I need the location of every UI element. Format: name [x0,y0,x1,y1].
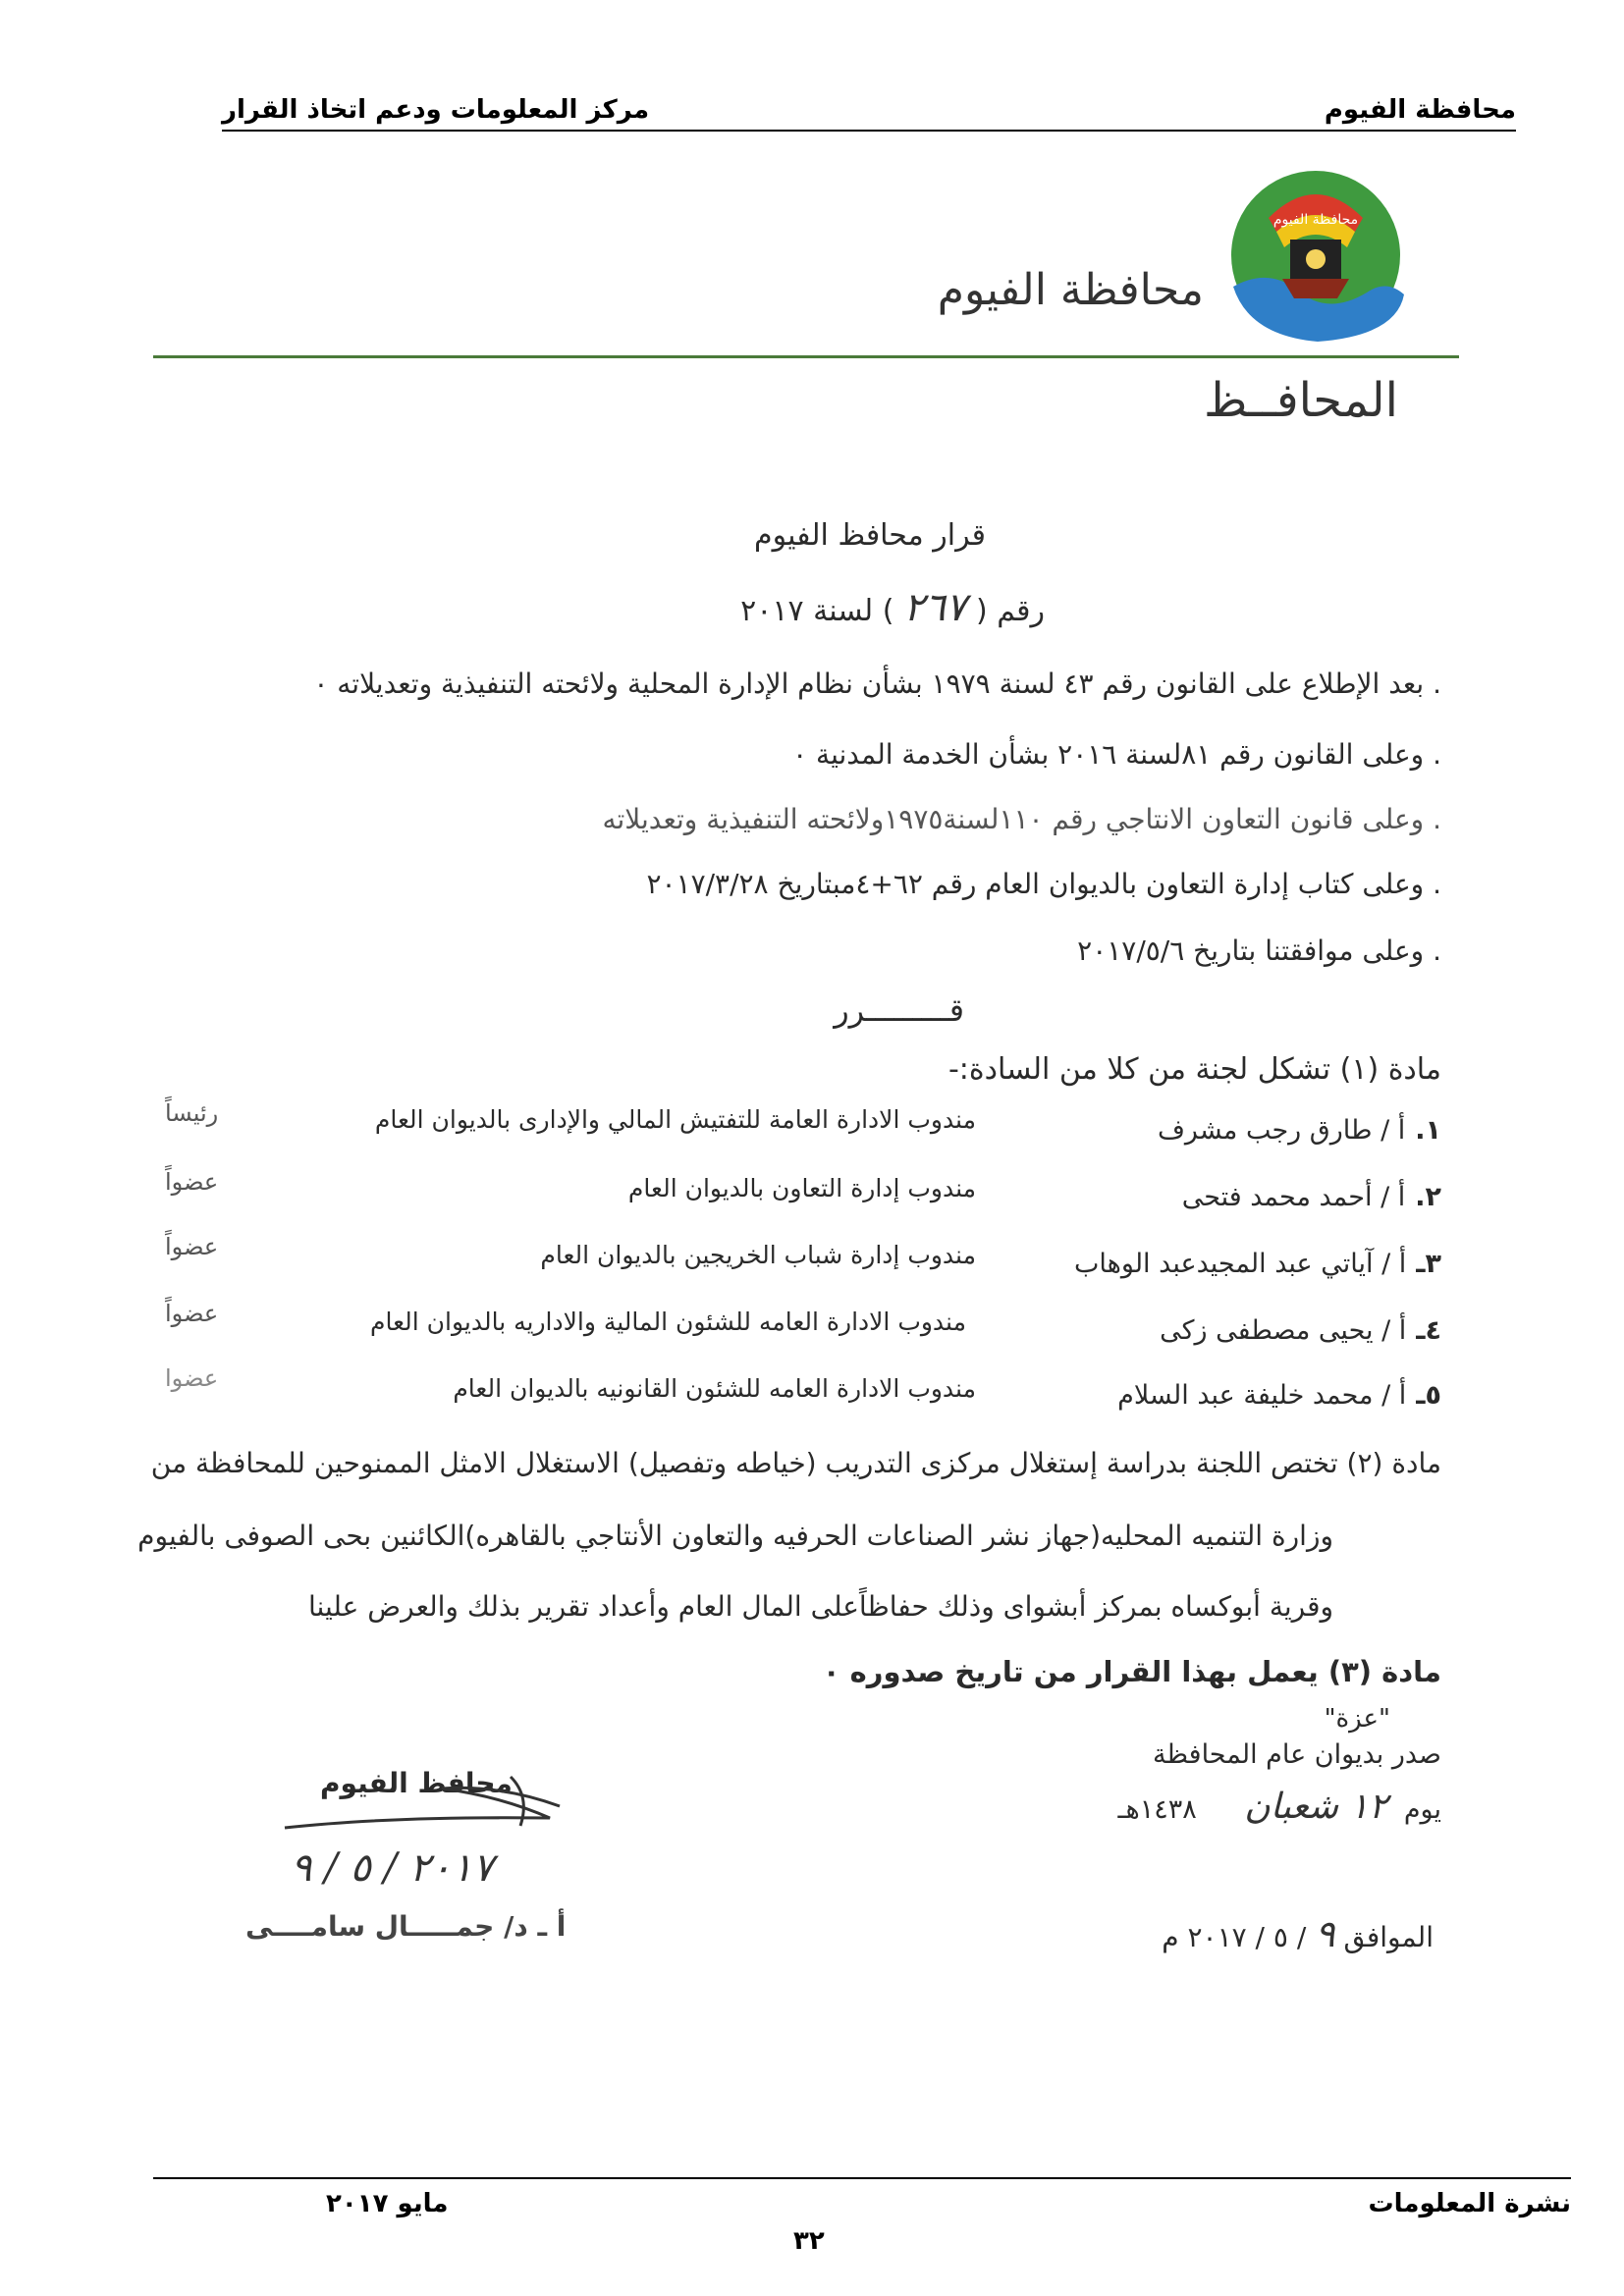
issued-hijri: ١٤٣٨هـ [1117,1794,1197,1825]
issued-day [1118,1787,1441,1827]
member-name: أ / طارق رجب مشرف [1157,1115,1406,1146]
issued-at: صدر بديوان عام المحافظة [1153,1739,1441,1770]
member-description: مندوب إدارة شباب الخريجين بالديوان العام [540,1241,976,1269]
article-2-line-1: مادة (٢) تختص اللجنة بدراسة إستغلال مركزى التدريب (خياطه وتفصيل) الاستغلال الامثل الممنوحين للمحافظة من [150,1447,1441,1479]
agreed-day-hand: ٩ [1315,1912,1335,1955]
footer-publication: نشرة المعلومات [1368,2189,1571,2218]
signature-hand-date: ٢٠١٧ / ٥ / ٩ [291,1845,494,1891]
header-governorate: محافظة الفيوم [1324,95,1516,125]
footer-date: مايو ٢٠١٧ [326,2189,449,2218]
agreed-date [1162,1912,1434,1955]
preamble-line-5: . وعلى موافقتنا بتاريخ ٢٠١٧/٥/٦ [1077,934,1441,967]
member-name: أ / محمد خليفة عبد السلام [1117,1380,1407,1411]
member-name: أ / آياتي عبد المجيدعبد الوهاب [1074,1249,1407,1279]
member-number: ١. [1415,1115,1441,1146]
footer-rule [153,2177,1571,2179]
org-name: محافظة الفيوم [937,265,1204,315]
svg-text:محافظة الفيوم: محافظة الفيوم [1272,212,1359,228]
agreed-date-rest: / ٥ / ٢٠١٧ م [1162,1921,1307,1953]
preamble-line-1: . بعد الإطلاع على القانون رقم ٤٣ لسنة ١٩٧٩ بشأن نظام الإدارة المحلية ولائحته التنفيذية وتعديلاته ٠ [313,667,1441,700]
header-center-name: مركز المعلومات ودعم اتخاذ القرار [222,95,650,125]
article-1-heading: مادة (١) تشكل لجنة من كلا من السادة:- [947,1052,1441,1087]
header-rule [222,130,1516,132]
member-role: عضواً [165,1300,219,1327]
decision-number-hand: ٢٦٧ [902,585,967,630]
member-number: ٢. [1415,1182,1441,1212]
page-number: ٣٢ [793,2226,825,2256]
preamble-line-2: . وعلى القانون رقم ٨١لسنة ٢٠١٦ بشأن الخدمة المدنية ٠ [792,738,1441,771]
member-number: ٣ـ [1416,1249,1441,1279]
agreed-prefix: الموافق [1343,1921,1434,1953]
decision-number-suffix: ) لسنة ٢٠١٧ [740,594,894,628]
article-2-line-2: وزارة التنميه المحليه(جهاز نشر الصناعات الحرفيه والتعاون الأنتاجي بالقاهره)الكائنين بحى الصوفى بالفيوم [137,1520,1333,1552]
member-description: مندوب إدارة التعاون بالديوان العام [627,1174,976,1202]
member-number: ٥ـ [1416,1380,1441,1411]
preamble-line-3: . وعلى قانون التعاون الانتاجي رقم ١١٠لسنة١٩٧٥ولائحته التنفيذية وتعديلاته [602,803,1441,835]
member-description: مندوب الادارة العامه للشئون المالية والاداريه بالديوان العام [370,1308,966,1336]
signature-name: أ ـ د/ جمـــــال سامــــى [245,1910,567,1943]
member-role: عضواً [165,1233,219,1260]
signature-title: محافظ الفيوم [320,1767,513,1799]
governorate-emblem [1229,169,1406,346]
member-name: أ / يحيى مصطفى زكى [1160,1315,1407,1346]
preamble-line-4: . وعلى كتاب إدارة التعاون بالديوان العام رقم ٦٢+٤مبتاريخ ٢٠١٧/٣/٢٨ [646,868,1441,900]
letterhead-rule [153,355,1459,358]
article-3: مادة (٣) يعمل بهذا القرار من تاريخ صدوره ٠ [822,1655,1441,1688]
closing-word: "عزة" [1324,1704,1390,1734]
member-role: عضوا [165,1364,219,1392]
decision-number [740,585,1045,630]
member-description: مندوب الادارة العامة للتفتيش المالي والإدارى بالديوان العام [374,1105,976,1134]
member-role: رئيساً [165,1099,219,1127]
member-number: ٤ـ [1416,1315,1441,1346]
signature-stroke [275,1767,569,1845]
governor-office: المحافــظ [1204,373,1398,428]
member-description: مندوب الادارة العامه للشئون القانونيه بالديوان العام [453,1374,976,1403]
issued-day-prefix: يوم [1403,1794,1441,1825]
member-name: أ / أحمد محمد فتحى [1181,1182,1406,1212]
issued-day-hand: ١٢ شعبان [1244,1787,1388,1827]
decision-title: قرار محافظ الفيوم [754,518,986,553]
decision-number-prefix: رقم ( [975,594,1045,628]
article-2-line-3: وقرية أبوكساه بمركز أبشواى وذلك حفاظاًعلى المال العام وأعداد تقرير بذلك والعرض علينا [307,1590,1333,1623]
member-role: عضواً [165,1168,219,1196]
decides-heading: قـــــــــرر [834,991,964,1029]
